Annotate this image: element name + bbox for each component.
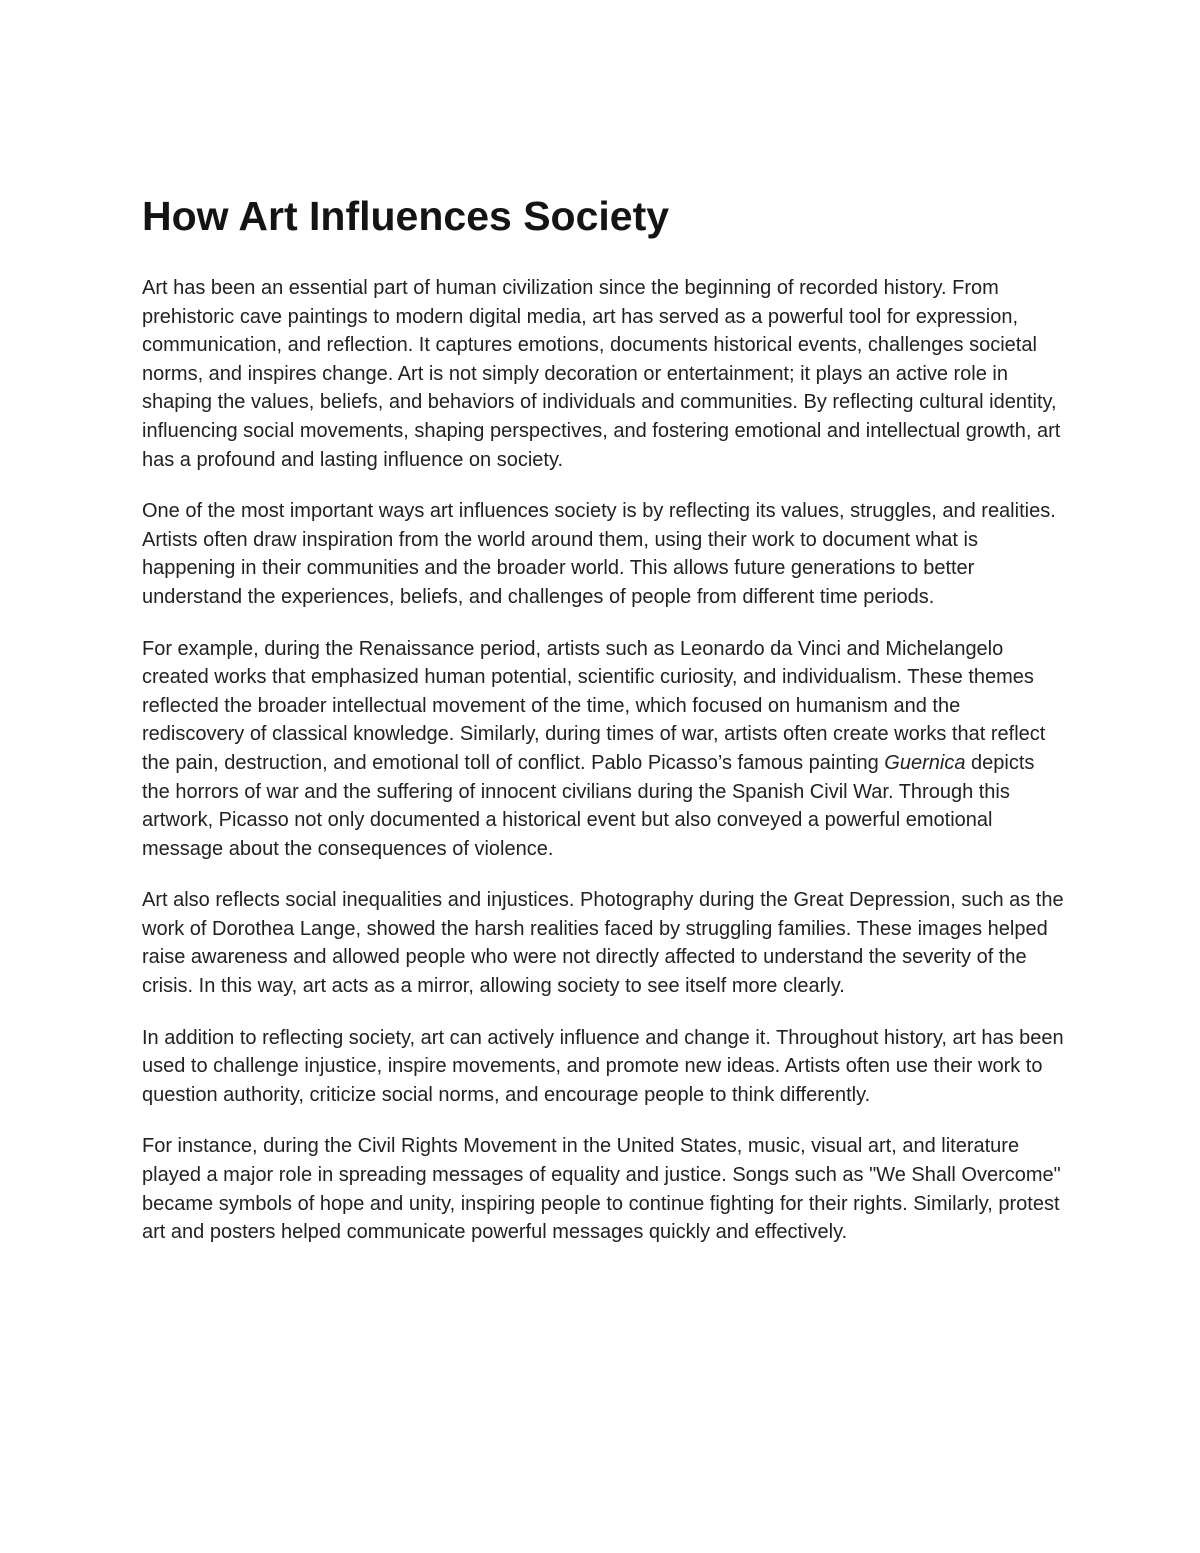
- paragraph-reflecting-values: One of the most important ways art influences society is by reflecting its values, struggles, and realities. Artists often draw inspiration from the world around them, using their work to document what is happening in their communities and the broader world. This allows future generations to better understand the experiences, beliefs, and challenges of people from different time periods.: [142, 500, 1056, 608]
- document-body: [142, 188, 1067, 1270]
- artwork-title: Guernica: [884, 751, 966, 774]
- paragraph-renaissance-examples: [142, 635, 1067, 864]
- paragraph-introduction: Art has been an essential part of human civilization since the beginning of recorded history. From prehistoric cave paintings to modern digital media, art has served as a powerful tool for expression, communication, and reflection. It captures emotions, documents historical events, challenges societal norms, and inspires change. Art is not simply decoration or entertainment; it plays an active role in shaping the values, beliefs, and behaviors of individuals and communities. By reflecting cultural identity, influencing social movements, shaping perspectives, and fostering emotional and intellectual growth, art has a profound and lasting influence on society.: [142, 277, 1061, 471]
- paragraph-text-segment: depicts the horrors of war and the suffering of innocent civilians during the Spanish Civil War. Through this artwork, Picasso not only documented a historical event but also conveyed a powerful emotional message about the consequences of violence.: [142, 751, 1035, 860]
- paragraph-text-segment: For example, during the Renaissance period, artists such as Leonardo da Vinci and Michelangelo created works that emphasized human potential, scientific curiosity, and individualism. These themes reflected the broader intellectual movement of the time, which focused on humanism and the rediscovery of classical knowledge. Similarly, during times of war, artists often create works that reflect the pain, destruction, and emotional toll of conflict. Pablo Picasso’s famous painting: [142, 637, 1046, 774]
- paragraph-social-inequalities: Art also reflects social inequalities and injustices. Photography during the Great Depression, such as the work of Dorothea Lange, showed the harsh realities faced by struggling families. These images helped raise awareness and allowed people who were not directly affected to understand the severity of the crisis. In this way, art acts as a mirror, allowing society to see itself more clearly.: [142, 889, 1064, 998]
- document-title: How Art Influences Society: [142, 193, 670, 239]
- paragraph-civil-rights: For instance, during the Civil Rights Movement in the United States, music, visual art, and literature played a major role in spreading messages of equality and justice. Songs such as "We Shall Overcome" became symbols of hope and unity, inspiring people to continue fighting for their rights. Similarly, protest art and posters helped communicate powerful messages quickly and effectively.: [142, 1135, 1061, 1244]
- paragraph-influence-change: In addition to reflecting society, art can actively influence and change it. Throughout history, art has been used to challenge injustice, inspire movements, and promote new ideas. Artists often use their work to question authority, criticize social norms, and encourage people to think differently.: [142, 1026, 1064, 1106]
